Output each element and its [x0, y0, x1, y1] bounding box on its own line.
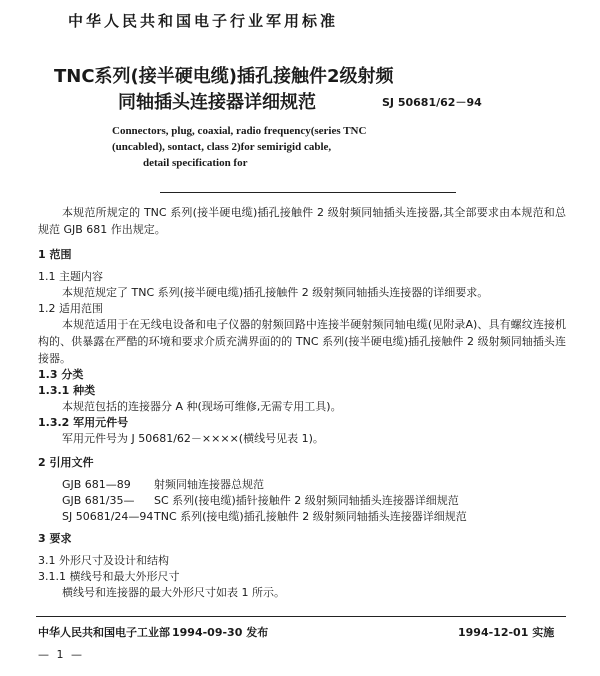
reference-row: [62, 476, 264, 493]
issue-date: 1994-09-30 发布: [172, 626, 269, 639]
title-line-2: 同轴插头连接器详细规范: [118, 92, 316, 113]
reference-title: SC 系列(接电缆)插针接触件 2 级射频同轴插头连接器详细规范: [154, 494, 459, 507]
reference-code: SJ 50681/24—94: [62, 510, 154, 523]
issuer: 中华人民共和国电子工业部: [38, 626, 170, 639]
standard-number: SJ 50681/62－94: [382, 96, 482, 109]
section-1-3-2-heading: 1.3.2 军用元件号: [38, 416, 129, 429]
reference-row: [62, 508, 467, 525]
section-1-1-text: 本规范规定了 TNC 系列(接半硬电缆)插孔接触件 2 级射频同轴插头连接器的详细要求。: [62, 286, 489, 299]
org-header: 中华人民共和国电子行业军用标准: [68, 12, 339, 30]
section-3-1-1-heading: 3.1.1 横线号和最大外形尺寸: [38, 570, 180, 583]
section-2-heading: 2 引用文件: [38, 456, 94, 469]
section-1-1-heading: 1.1 主题内容: [38, 270, 103, 283]
section-3-1-1-text: 横线号和连接器的最大外形尺寸如表 1 所示。: [62, 586, 285, 599]
english-title-line-1: Connectors, plug, coaxial, radio frequency(series TNC: [112, 125, 367, 137]
title-line-1: TNC系列(接半硬电缆)插孔接触件2级射频: [54, 66, 394, 87]
reference-title: TNC 系列(接电缆)插孔接触件 2 级射频同轴插头连接器详细规范: [154, 510, 467, 523]
intro-paragraph: 本规范所规定的 TNC 系列(接半硬电缆)插孔接触件 2 级射频同轴插头连接器,其全部要求由本规范和总规范 GJB 681 作出规定。: [38, 206, 566, 236]
section-1-3-1-text: 本规范包括的连接器分 A 种(现场可维修,无需专用工具)。: [62, 400, 342, 413]
effective-date: 1994-12-01 实施: [458, 626, 555, 639]
section-1-3-1-heading: 1.3.1 种类: [38, 384, 96, 397]
footer-divider: [36, 616, 566, 617]
section-1-2-text: 本规范适用于在无线电设备和电子仪器的射频回路中连接半硬射频同轴电缆(见附录A)、具有螺纹连接机构的、供暴露在严酷的环境和要求介质充满界面的的 TNC 系列(接半硬电缆)插孔接触件 2 级射频同轴插头连接器。: [38, 318, 566, 365]
reference-code: GJB 681/35—: [62, 494, 135, 507]
section-1-3-heading: 1.3 分类: [38, 368, 84, 381]
section-3-1-heading: 3.1 外形尺寸及设计和结构: [38, 554, 169, 567]
reference-row: [62, 492, 459, 509]
reference-title: 射频同轴连接器总规范: [154, 478, 264, 491]
section-1-heading: 1 范围: [38, 248, 72, 261]
reference-code: GJB 681—89: [62, 478, 131, 491]
english-title-line-2: (uncabled), sontact, class 2)for semirigid cable,: [112, 141, 332, 153]
title-divider: [160, 192, 456, 193]
section-1-2-heading: 1.2 适用范围: [38, 302, 103, 315]
section-1-3-2-text: 军用元件号为 J 50681/62－××××(横线号见表 1)。: [62, 432, 324, 445]
page-number: — 1 —: [38, 648, 84, 661]
english-title-line-3: detail specification for: [143, 157, 248, 169]
section-3-heading: 3 要求: [38, 532, 72, 545]
